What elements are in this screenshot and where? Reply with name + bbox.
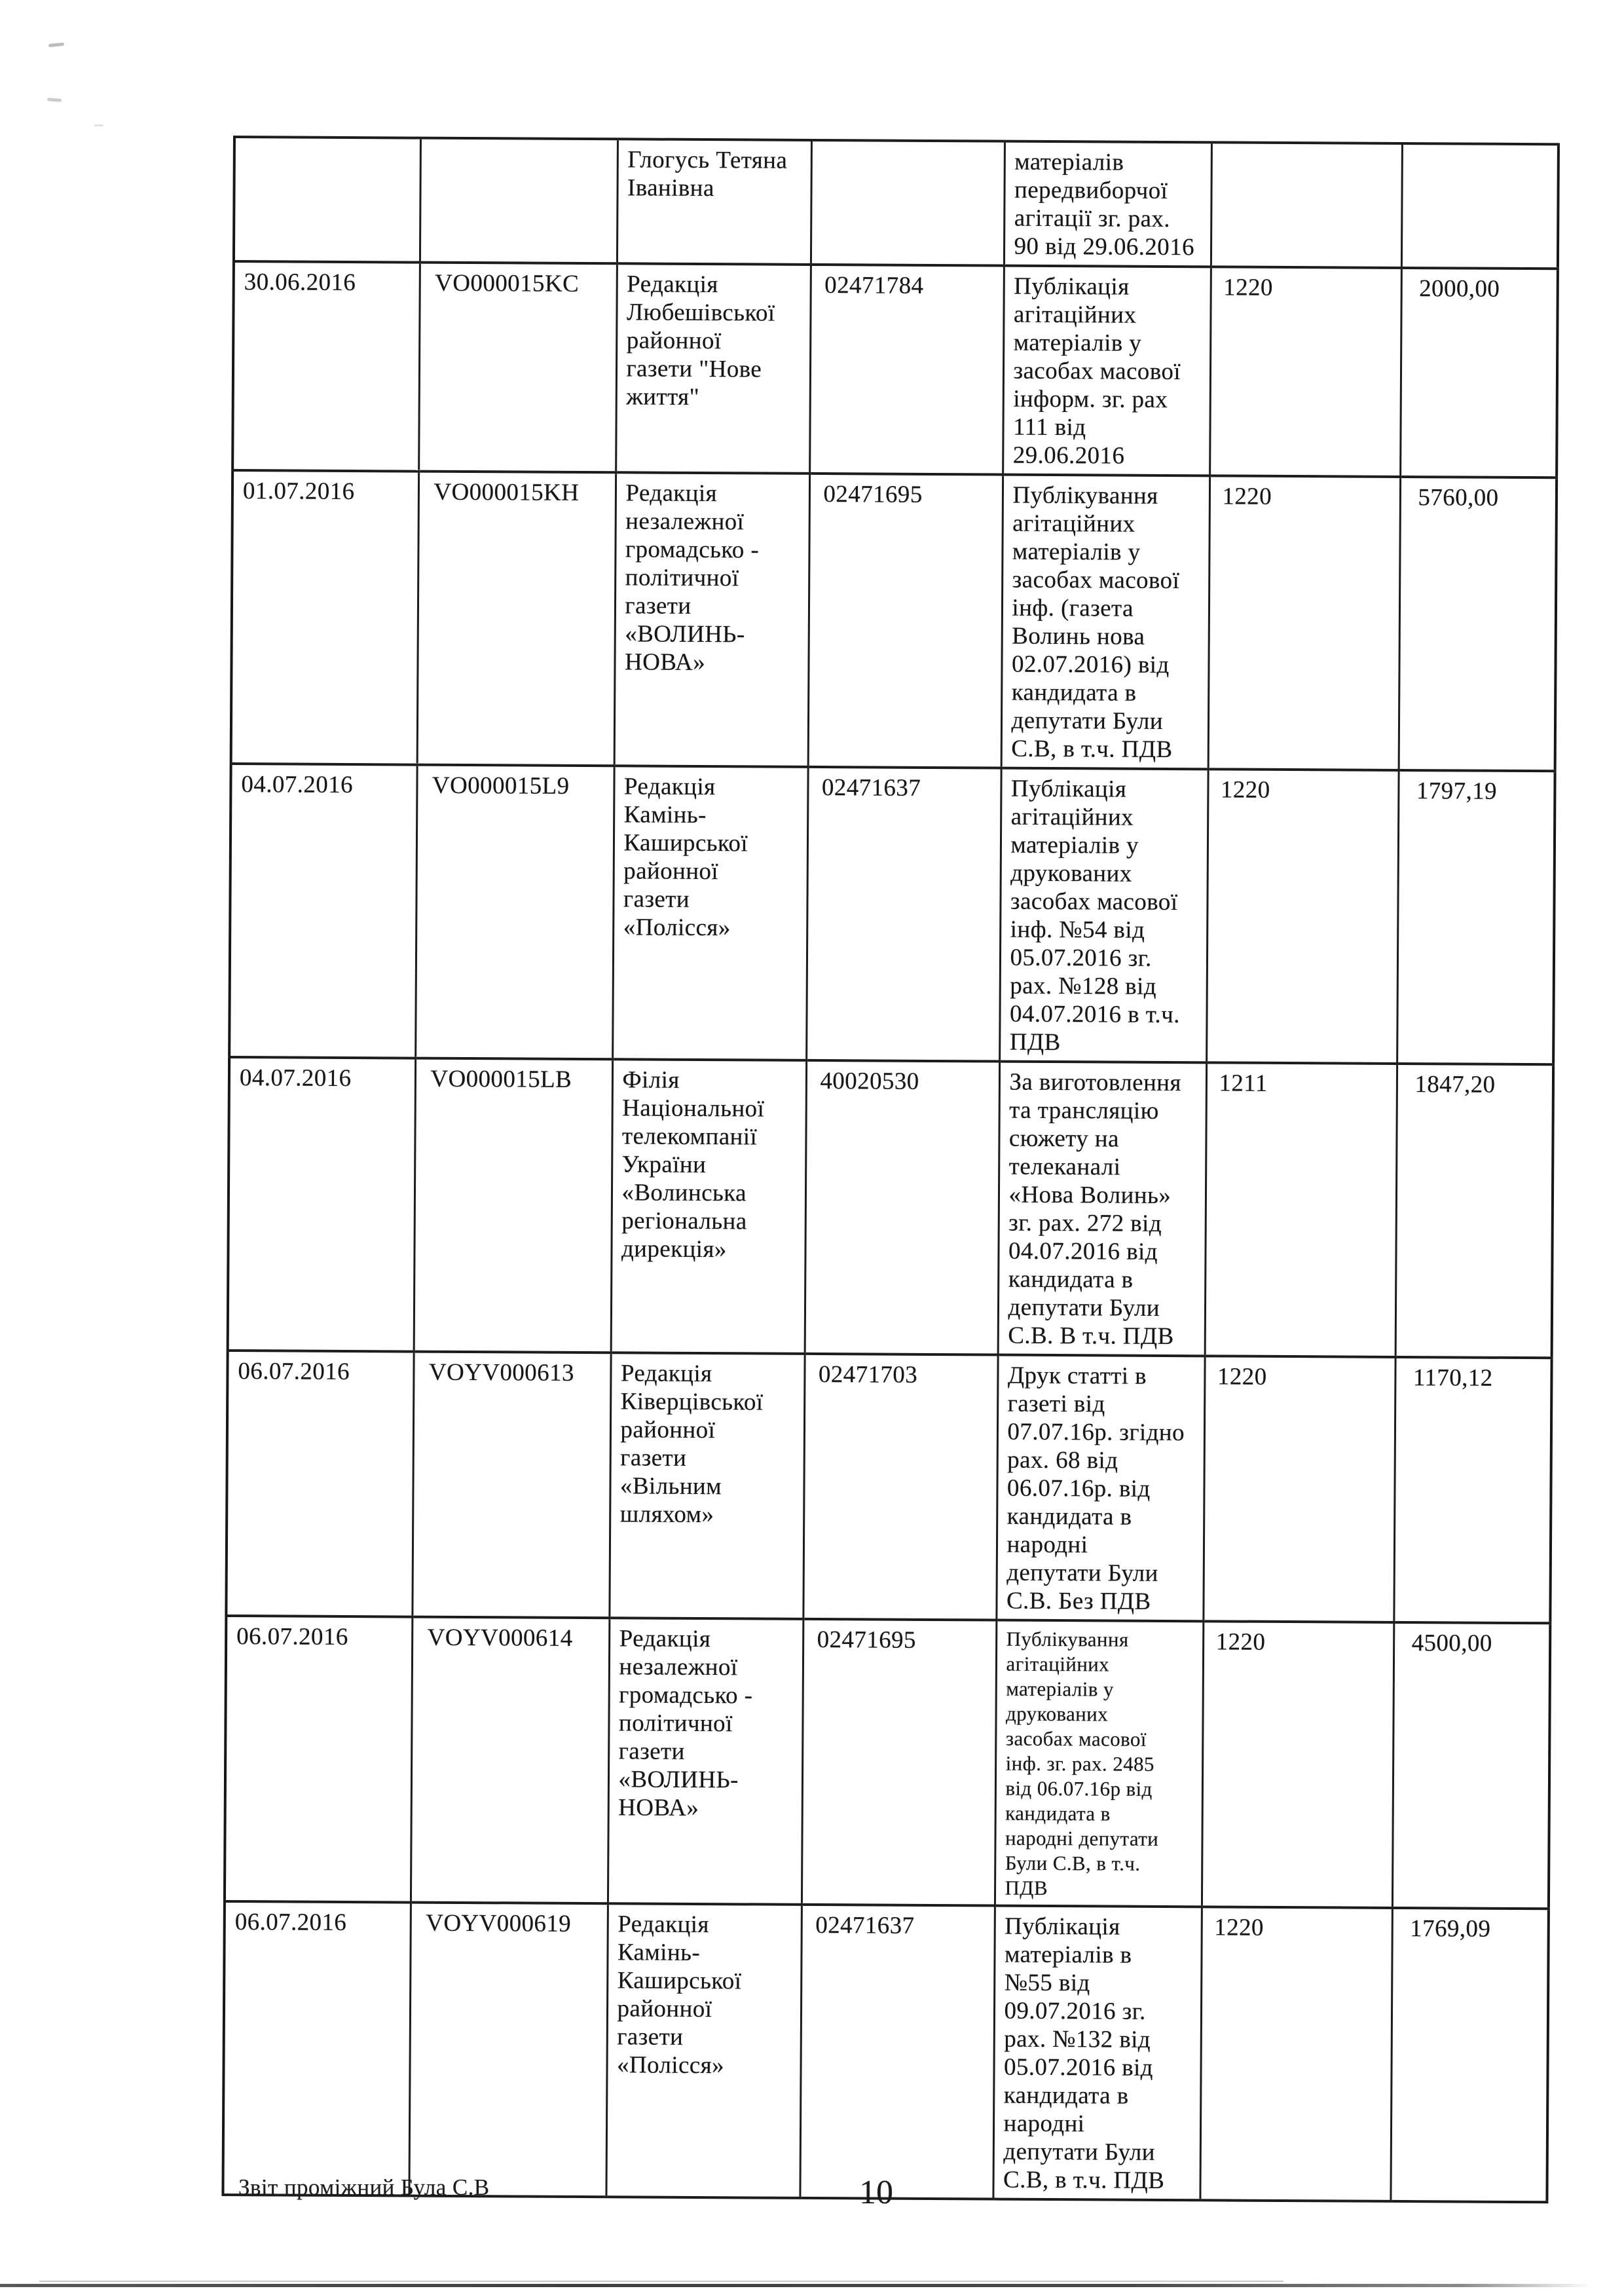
cell-edrpou-code: 40020530 [805,1060,999,1355]
cell-edrpou-code: 02471784 [809,265,1004,475]
cell-payment-description: Публікування агітаційних матеріалів у друкованих засобах масової інф. зг. рах. 2485 від 06.07.16р від кандидата в народні депутати Були С.В, в т.ч. ПДВ [995,1620,1203,1907]
cell-date: 30.06.2016 [232,261,420,472]
cell-recipient-name: Редакція Любешівської районної газети "Нове життя" [616,263,811,474]
table-row [229,764,1555,1064]
scan-edge-line [39,2281,1283,2282]
cell-expense-code: 1220 [1202,1621,1393,1908]
cell-date [234,137,420,263]
table-row [225,1616,1550,1909]
cell-edrpou-code: 02471695 [802,1619,996,1906]
cell-amount: 1847,20 [1395,1064,1553,1358]
scan-edge-line [0,2284,1624,2287]
cell-recipient-name: Редакція незалежної громадсько - політичної газети «ВОЛИНЬ- НОВА» [608,1618,803,1905]
cell-recipient-name: Глогусь Тетяна Іванівна [617,139,811,265]
cell-payment-description: Публікування агітаційних матеріалів у засобах масової інф. (газета Волинь нова 02.07.2016) від кандидата в депутати Були С.В, в т.ч. ПДВ [1001,475,1209,770]
scan-speck [47,98,62,102]
cell-amount: 4500,00 [1392,1622,1550,1909]
table-row [232,261,1558,477]
cell-edrpou-code [811,140,1005,266]
cell-recipient-name: Редакція незалежної громадсько - політичної газети «ВОЛИНЬ- НОВА» [614,472,809,767]
cell-payment-description: Публікація агітаційних матеріалів у друкованих засобах масової інф. №54 від 05.07.2016 зг. рах. №128 від 04.07.2016 в т.ч. ПДВ [999,768,1208,1063]
cell-payment-description: Публікація агітаційних матеріалів у засобах масової інформ. зг. рах 111 від 29.06.2016 [1003,266,1211,476]
cell-amount: 1769,09 [1390,1908,1548,2202]
cell-payment-description: За виготовлення та трансляцію сюжету на телеканалі «Нова Волинь» зг. рах. 272 від 04.07.2016 від кандидата в депутати Були С.В. В т.ч. ПДВ [998,1062,1206,1356]
cell-expense-code: 1220 [1200,1907,1392,2201]
cell-doc-code: VOYV000613 [412,1352,610,1618]
page-number: 10 [859,2174,893,2211]
scan-speck [94,124,103,126]
cell-expense-code: 1220 [1209,267,1401,477]
cell-edrpou-code: 02471703 [803,1354,997,1620]
cell-payment-description: Друк статті в газеті від 07.07.16р. згідно рах. 68 від 06.07.16р. від кандидата в народні депутати Були С.В. Без ПДВ [996,1355,1204,1622]
cell-doc-code: VO000015L9 [415,765,614,1060]
cell-amount [1401,143,1559,269]
cell-payment-description: матеріалів передвиборчої агітації зг. рах. 90 від 29.06.2016 [1004,141,1211,267]
cell-doc-code: VO000015KH [417,472,616,766]
cell-edrpou-code: 02471695 [808,474,1003,768]
cell-date: 04.07.2016 [228,1057,415,1352]
cell-amount: 2000,00 [1400,268,1558,477]
cell-doc-code: VOYV000614 [411,1617,609,1904]
cell-payment-description: Публікація матеріалів в №55 від 09.07.2016 зг. рах. №132 від 05.07.2016 від кандидата в народні депутати Були С.В, в т.ч. ПДВ [993,1906,1201,2201]
table-row [226,1351,1551,1623]
cell-expense-code: 1220 [1206,769,1398,1064]
cell-date: 04.07.2016 [229,764,416,1058]
cell-date: 06.07.2016 [223,1901,410,2196]
cell-recipient-name: Редакція Ківерцівської районної газети «Вільним шляхом» [609,1353,804,1619]
table-row [231,470,1557,771]
cell-doc-code: VO000015KC [418,263,617,473]
cell-date: 06.07.2016 [225,1616,412,1903]
cell-doc-code [420,138,618,264]
cell-doc-code: VOYV000619 [409,1903,607,2197]
cell-expense-code: 1211 [1205,1062,1397,1357]
election-fund-expenses-table [221,136,1560,2203]
cell-amount: 1170,12 [1393,1357,1551,1623]
cell-date: 06.07.2016 [226,1351,413,1617]
cell-edrpou-code: 02471637 [806,767,1001,1062]
cell-amount: 5760,00 [1399,477,1557,771]
cell-recipient-name: Редакція Камінь- Каширської районної газети «Полісся» [612,766,807,1060]
cell-amount: 1797,19 [1397,770,1555,1064]
cell-recipient-name: Редакція Камінь- Каширської районної газети «Полісся» [606,1903,801,2198]
cell-expense-code: 1220 [1208,476,1400,770]
table-row [223,1901,1548,2202]
cell-recipient-name: Філія Національної телекомпанії України «Волинська регіональна дирекція» [611,1059,806,1354]
footer-report-title: Звіт проміжний Була С.В [238,2174,490,2200]
table-row [234,137,1559,269]
table-row [228,1057,1553,1358]
cell-edrpou-code: 02471637 [800,1905,994,2199]
scan-speck [48,43,64,47]
cell-date: 01.07.2016 [231,470,418,765]
cell-expense-code: 1220 [1203,1356,1395,1622]
cell-expense-code [1211,142,1402,268]
cell-doc-code: VO000015LB [414,1058,612,1353]
